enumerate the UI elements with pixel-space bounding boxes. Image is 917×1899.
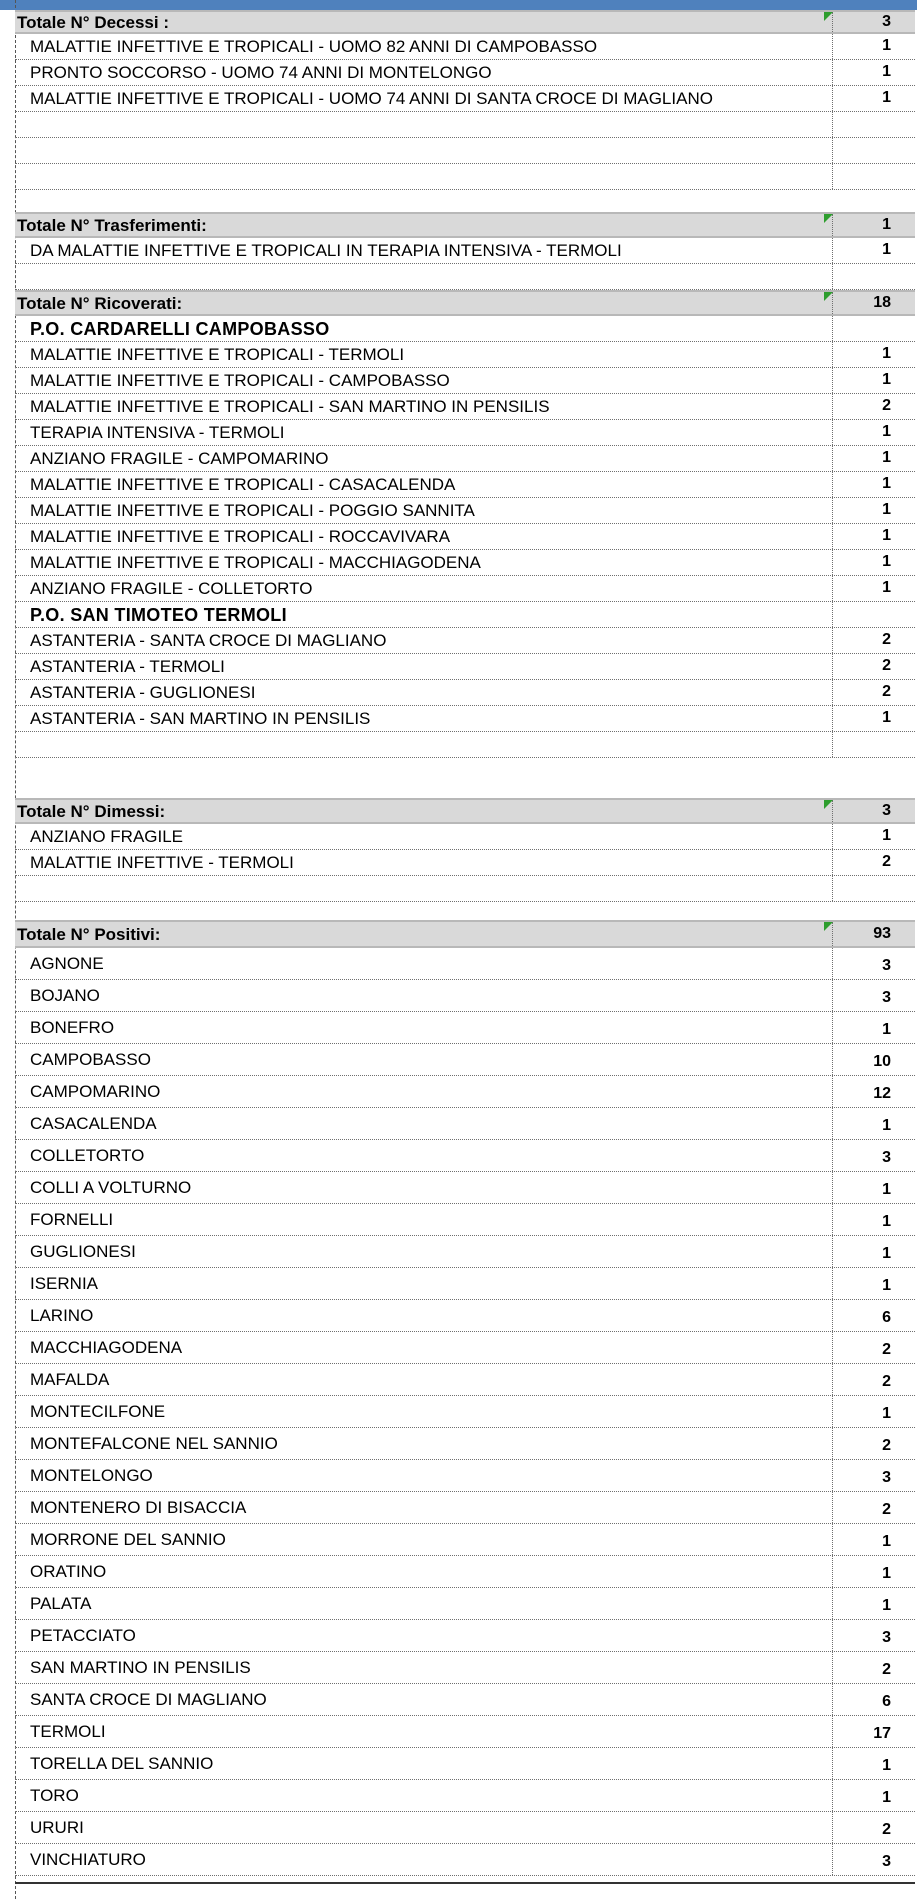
table-row[interactable]	[15, 1684, 915, 1716]
table-row-label: TORELLA DEL SANNIO	[15, 1748, 833, 1779]
table-row-value: 2	[882, 1821, 891, 1838]
table-row-label: AGNONE	[15, 948, 833, 979]
table-row-value: 1	[882, 709, 891, 726]
table-row[interactable]	[15, 1332, 915, 1364]
empty-row[interactable]	[15, 876, 915, 902]
hospital-group-title[interactable]	[15, 602, 915, 628]
table-row[interactable]	[15, 1044, 915, 1076]
table-row-value: 1	[882, 89, 891, 106]
hospital-group-title-label: P.O. SAN TIMOTEO TERMOLI	[15, 602, 833, 627]
table-row-value: 1	[882, 371, 891, 388]
table-row-value: 1	[882, 1277, 891, 1294]
table-row-value: 6	[882, 1309, 891, 1326]
table-row[interactable]	[15, 576, 915, 602]
table-row-value: 3	[882, 1629, 891, 1646]
table-row[interactable]	[15, 1620, 915, 1652]
section-header-positivi-value: 93	[873, 925, 891, 942]
section-header-ricoverati[interactable]	[15, 290, 915, 316]
table-row-value: 1	[882, 501, 891, 518]
table-row-label: URURI	[15, 1812, 833, 1843]
table-row-label: MONTELONGO	[15, 1460, 833, 1491]
table-row-label: ANZIANO FRAGILE	[15, 824, 833, 849]
table-row-label: MALATTIE INFETTIVE E TROPICALI - CASACALENDA	[15, 472, 833, 497]
table-row[interactable]	[15, 1108, 915, 1140]
table-row-value: 10	[873, 1053, 891, 1070]
table-row-label: PETACCIATO	[15, 1620, 833, 1651]
table-row-value: 2	[882, 683, 891, 700]
table-row-label: CAMPOBASSO	[15, 1044, 833, 1075]
table-row[interactable]	[15, 34, 915, 60]
table-row-value: 1	[882, 1597, 891, 1614]
comment-marker-icon	[824, 12, 833, 21]
table-row[interactable]	[15, 1652, 915, 1684]
table-row-value: 1	[882, 1789, 891, 1806]
table-row-label: ASTANTERIA - TERMOLI	[15, 654, 833, 679]
table-row-value: 6	[882, 1693, 891, 1710]
table-row[interactable]	[15, 980, 915, 1012]
table-row-label: GUGLIONESI	[15, 1236, 833, 1267]
table-row-value: 1	[882, 449, 891, 466]
table-row[interactable]	[15, 394, 915, 420]
empty-row[interactable]	[15, 732, 915, 758]
table-row-label: TERMOLI	[15, 1716, 833, 1747]
section-header-trasferimenti-label: Totale N° Trasferimenti:	[15, 214, 833, 236]
section-header-positivi-label: Totale N° Positivi:	[15, 922, 833, 946]
top-border-bar	[0, 0, 917, 10]
table-row[interactable]	[15, 238, 915, 264]
table-row[interactable]	[15, 1460, 915, 1492]
table-row[interactable]	[15, 948, 915, 980]
table-row-label: ASTANTERIA - SAN MARTINO IN PENSILIS	[15, 706, 833, 731]
empty-row-label	[15, 732, 833, 757]
empty-row-value	[833, 732, 915, 757]
table-row-label: FORNELLI	[15, 1204, 833, 1235]
empty-row-label	[15, 112, 833, 137]
table-row[interactable]	[15, 86, 915, 112]
section-header-positivi[interactable]	[15, 920, 915, 948]
table-row-label: SAN MARTINO IN PENSILIS	[15, 1652, 833, 1683]
table-row-label: MALATTIE INFETTIVE E TROPICALI - TERMOLI	[15, 342, 833, 367]
table-row-value: 3	[882, 1853, 891, 1870]
table-row[interactable]	[15, 342, 915, 368]
table-row[interactable]	[15, 1556, 915, 1588]
table-row[interactable]	[15, 680, 915, 706]
section-header-ricoverati-label: Totale N° Ricoverati:	[15, 292, 833, 314]
table-row-label: MALATTIE INFETTIVE E TROPICALI - ROCCAVIVARA	[15, 524, 833, 549]
section-header-ricoverati-value: 18	[873, 294, 891, 311]
table-row[interactable]	[15, 1716, 915, 1748]
section-header-dimessi[interactable]	[15, 798, 915, 824]
table-row-label: ISERNIA	[15, 1268, 833, 1299]
table-row-label: MALATTIE INFETTIVE E TROPICALI - SAN MARTINO IN PENSILIS	[15, 394, 833, 419]
table-row[interactable]	[15, 472, 915, 498]
comment-marker-icon	[824, 800, 833, 809]
table-row-label: BONEFRO	[15, 1012, 833, 1043]
hospital-group-title-value	[833, 316, 915, 341]
table-row-label: MORRONE DEL SANNIO	[15, 1524, 833, 1555]
table-row-value: 1	[882, 1245, 891, 1262]
table-row[interactable]	[15, 1780, 915, 1812]
hospital-group-title-label: P.O. CARDARELLI CAMPOBASSO	[15, 316, 833, 341]
empty-row-value	[833, 264, 915, 289]
table-row-value: 1	[882, 37, 891, 54]
table-row[interactable]	[15, 1844, 915, 1876]
section-header-decessi-label: Totale N° Decessi :	[15, 12, 833, 32]
table-row[interactable]	[15, 1012, 915, 1044]
table-row-value: 1	[882, 1405, 891, 1422]
table-row-label: VINCHIATURO	[15, 1844, 833, 1875]
table-row-value: 1	[882, 241, 891, 258]
table-row[interactable]	[15, 1812, 915, 1844]
table-row[interactable]	[15, 1428, 915, 1460]
table-row-label: MONTENERO DI BISACCIA	[15, 1492, 833, 1523]
empty-row-value	[833, 138, 915, 163]
table-row-value: 1	[882, 1213, 891, 1230]
table-row[interactable]	[15, 368, 915, 394]
table-row-label: ASTANTERIA - SANTA CROCE DI MAGLIANO	[15, 628, 833, 653]
table-row-value: 2	[882, 853, 891, 870]
table-row-value: 1	[882, 553, 891, 570]
table-row-label: DA MALATTIE INFETTIVE E TROPICALI IN TERAPIA INTENSIVA - TERMOLI	[15, 238, 833, 263]
table-row-label: LARINO	[15, 1300, 833, 1331]
table-row[interactable]	[15, 446, 915, 472]
table-row[interactable]	[15, 1236, 915, 1268]
table-row-value: 1	[882, 579, 891, 596]
table-row-value: 17	[873, 1725, 891, 1742]
table-row-value: 1	[882, 827, 891, 844]
table-row-label: ORATINO	[15, 1556, 833, 1587]
table-row[interactable]	[15, 628, 915, 654]
empty-row-label	[15, 164, 833, 189]
table-row-value: 1	[882, 1757, 891, 1774]
table-row[interactable]	[15, 1140, 915, 1172]
empty-row-label	[15, 876, 833, 901]
table-row-label: PALATA	[15, 1588, 833, 1619]
table-row[interactable]	[15, 1524, 915, 1556]
empty-row-value	[833, 112, 915, 137]
table-row-value: 12	[873, 1085, 891, 1102]
table-row-value: 3	[882, 1149, 891, 1166]
table-row-label: ASTANTERIA - GUGLIONESI	[15, 680, 833, 705]
table-row[interactable]	[15, 60, 915, 86]
table-row-label: PRONTO SOCCORSO - UOMO 74 ANNI DI MONTELONGO	[15, 60, 833, 85]
table-row-value: 1	[882, 1533, 891, 1550]
table-row[interactable]	[15, 1204, 915, 1236]
empty-row[interactable]	[15, 138, 915, 164]
section-header-trasferimenti-value: 1	[882, 216, 891, 233]
empty-row-value	[833, 876, 915, 901]
empty-row-label	[15, 138, 833, 163]
table-row-value: 1	[882, 1021, 891, 1038]
table-row[interactable]	[15, 824, 915, 850]
table-row-value: 1	[882, 475, 891, 492]
table-row-value: 1	[882, 527, 891, 544]
table-row-value: 1	[882, 63, 891, 80]
table-row-value: 2	[882, 1373, 891, 1390]
comment-marker-icon	[824, 214, 833, 223]
table-row-value: 1	[882, 1117, 891, 1134]
table-row-label: CASACALENDA	[15, 1108, 833, 1139]
empty-row[interactable]	[15, 164, 915, 190]
table-row[interactable]	[15, 1364, 915, 1396]
table-row[interactable]	[15, 1268, 915, 1300]
table-row-value: 3	[882, 989, 891, 1006]
table-row-label: COLLETORTO	[15, 1140, 833, 1171]
table-row-label: ANZIANO FRAGILE - CAMPOMARINO	[15, 446, 833, 471]
empty-row-label	[15, 264, 833, 289]
table-row-label: MALATTIE INFETTIVE E TROPICALI - POGGIO SANNITA	[15, 498, 833, 523]
table-row[interactable]	[15, 1588, 915, 1620]
empty-row-value	[833, 164, 915, 189]
table-row-value: 3	[882, 957, 891, 974]
table-row-label: CAMPOMARINO	[15, 1076, 833, 1107]
table-row-value: 2	[882, 1661, 891, 1678]
table-row[interactable]	[15, 1076, 915, 1108]
table-row-label: TERAPIA INTENSIVA - TERMOLI	[15, 420, 833, 445]
section-header-dimessi-label: Totale N° Dimessi:	[15, 800, 833, 822]
table-row-label: MAFALDA	[15, 1364, 833, 1395]
table-row-label: COLLI A VOLTURNO	[15, 1172, 833, 1203]
bottom-page-border	[15, 1882, 915, 1884]
comment-marker-icon	[824, 922, 833, 931]
table-row[interactable]	[15, 1300, 915, 1332]
table-row-label: MALATTIE INFETTIVE - TERMOLI	[15, 850, 833, 875]
hospital-group-title[interactable]	[15, 316, 915, 342]
table-row-value: 2	[882, 631, 891, 648]
table-row-value: 1	[882, 423, 891, 440]
section-header-trasferimenti[interactable]	[15, 212, 915, 238]
table-row[interactable]	[15, 1748, 915, 1780]
table-row-label: MALATTIE INFETTIVE E TROPICALI - UOMO 74 ANNI DI SANTA CROCE DI MAGLIANO	[15, 86, 833, 111]
table-row-value: 2	[882, 1437, 891, 1454]
table-row-value: 1	[882, 1565, 891, 1582]
table-row-value: 2	[882, 657, 891, 674]
table-row[interactable]	[15, 498, 915, 524]
table-row-label: SANTA CROCE DI MAGLIANO	[15, 1684, 833, 1715]
table-row-value: 1	[882, 345, 891, 362]
section-header-decessi-value: 3	[882, 13, 891, 30]
table-row[interactable]	[15, 524, 915, 550]
table-row-label: MONTEFALCONE NEL SANNIO	[15, 1428, 833, 1459]
table-row-value: 2	[882, 1341, 891, 1358]
table-row-label: MALATTIE INFETTIVE E TROPICALI - MACCHIAGODENA	[15, 550, 833, 575]
empty-row[interactable]	[15, 112, 915, 138]
table-row[interactable]	[15, 550, 915, 576]
table-row-value: 3	[882, 1469, 891, 1486]
table-row-value: 1	[882, 1181, 891, 1198]
table-row-label: MACCHIAGODENA	[15, 1332, 833, 1363]
table-row-label: ANZIANO FRAGILE - COLLETORTO	[15, 576, 833, 601]
table-row[interactable]	[15, 1396, 915, 1428]
table-row[interactable]	[15, 420, 915, 446]
empty-row[interactable]	[15, 264, 915, 290]
comment-marker-icon	[824, 292, 833, 301]
table-row-label: BOJANO	[15, 980, 833, 1011]
table-row-value: 2	[882, 397, 891, 414]
table-row[interactable]	[15, 850, 915, 876]
table-row-label: MALATTIE INFETTIVE E TROPICALI - CAMPOBASSO	[15, 368, 833, 393]
table-row[interactable]	[15, 706, 915, 732]
table-row[interactable]	[15, 1172, 915, 1204]
table-row-label: TORO	[15, 1780, 833, 1811]
table-row-label: MONTECILFONE	[15, 1396, 833, 1427]
hospital-group-title-value	[833, 602, 915, 627]
table-row-value: 2	[882, 1501, 891, 1518]
section-header-dimessi-value: 3	[882, 802, 891, 819]
table-row-label: MALATTIE INFETTIVE E TROPICALI - UOMO 82 ANNI DI CAMPOBASSO	[15, 34, 833, 59]
table-row[interactable]	[15, 654, 915, 680]
section-header-decessi[interactable]	[15, 10, 915, 34]
table-row[interactable]	[15, 1492, 915, 1524]
